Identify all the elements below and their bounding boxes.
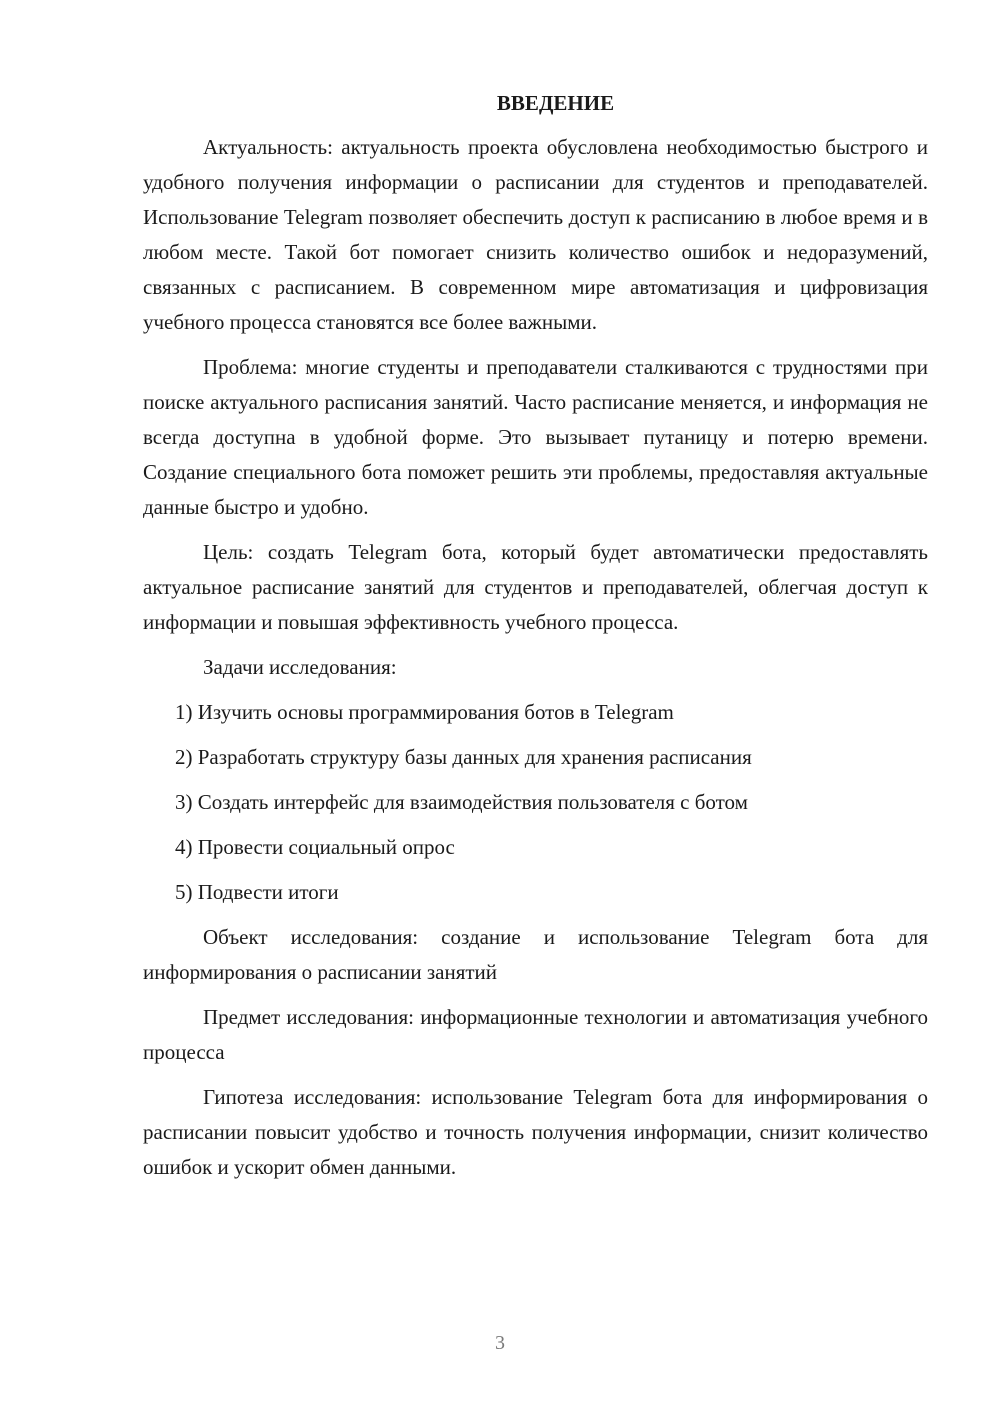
paragraph-object: Объект исследования: создание и использование Telegram бота для информирования о расписании занятий <box>143 925 928 984</box>
task-item: 5) Подвести итоги <box>175 880 339 904</box>
page-title: ВВЕДЕНИЕ <box>496 91 615 115</box>
paragraph-subject: Предмет исследования: информационные технологии и автоматизация учебного процесса <box>143 1005 928 1064</box>
tasks-heading: Задачи исследования: <box>203 655 397 679</box>
paragraph-problem: Проблема: многие студенты и преподаватели сталкиваются с трудностями при поиске актуального расписания занятий. Часто расписание меняется, и информация не всегда доступна в удобной форме. Это вызывает путаницу и потерю времени. Создание специального бота поможет решить эти проблемы, предоставляя актуальные данные быстро и удобно. <box>143 355 928 519</box>
task-list <box>143 695 928 910</box>
paragraph-hypothesis: Гипотеза исследования: использование Telegram бота для информирования о расписании повысит удобство и точность получения информации, снизит количество ошибок и ускорит обмен данными. <box>143 1085 928 1179</box>
paragraph-goal: Цель: создать Telegram бота, который будет автоматически предоставлять актуальное расписание занятий для студентов и преподавателей, облегчая доступ к информации и повышая эффективность учебного процесса. <box>143 540 928 634</box>
task-item: 1) Изучить основы программирования ботов в Telegram <box>175 700 674 724</box>
page-number: 3 <box>495 1332 505 1354</box>
paragraph-relevance: Актуальность: актуальность проекта обусловлена необходимостью быстрого и удобного получения информации о расписании для студентов и преподавателей. Использование Telegram позволяет обеспечить доступ к расписанию в любое время и в любом месте. Такой бот помогает снизить количество ошибок и недоразумений, связанных с расписанием. В современном мире автоматизация и цифровизация учебного процесса становятся все более важными. <box>143 135 928 334</box>
task-item: 2) Разработать структуру базы данных для хранения расписания <box>175 745 752 769</box>
task-item: 3) Создать интерфейс для взаимодействия пользователя с ботом <box>175 790 748 814</box>
document-page <box>143 88 928 1195</box>
task-item: 4) Провести социальный опрос <box>175 835 455 859</box>
